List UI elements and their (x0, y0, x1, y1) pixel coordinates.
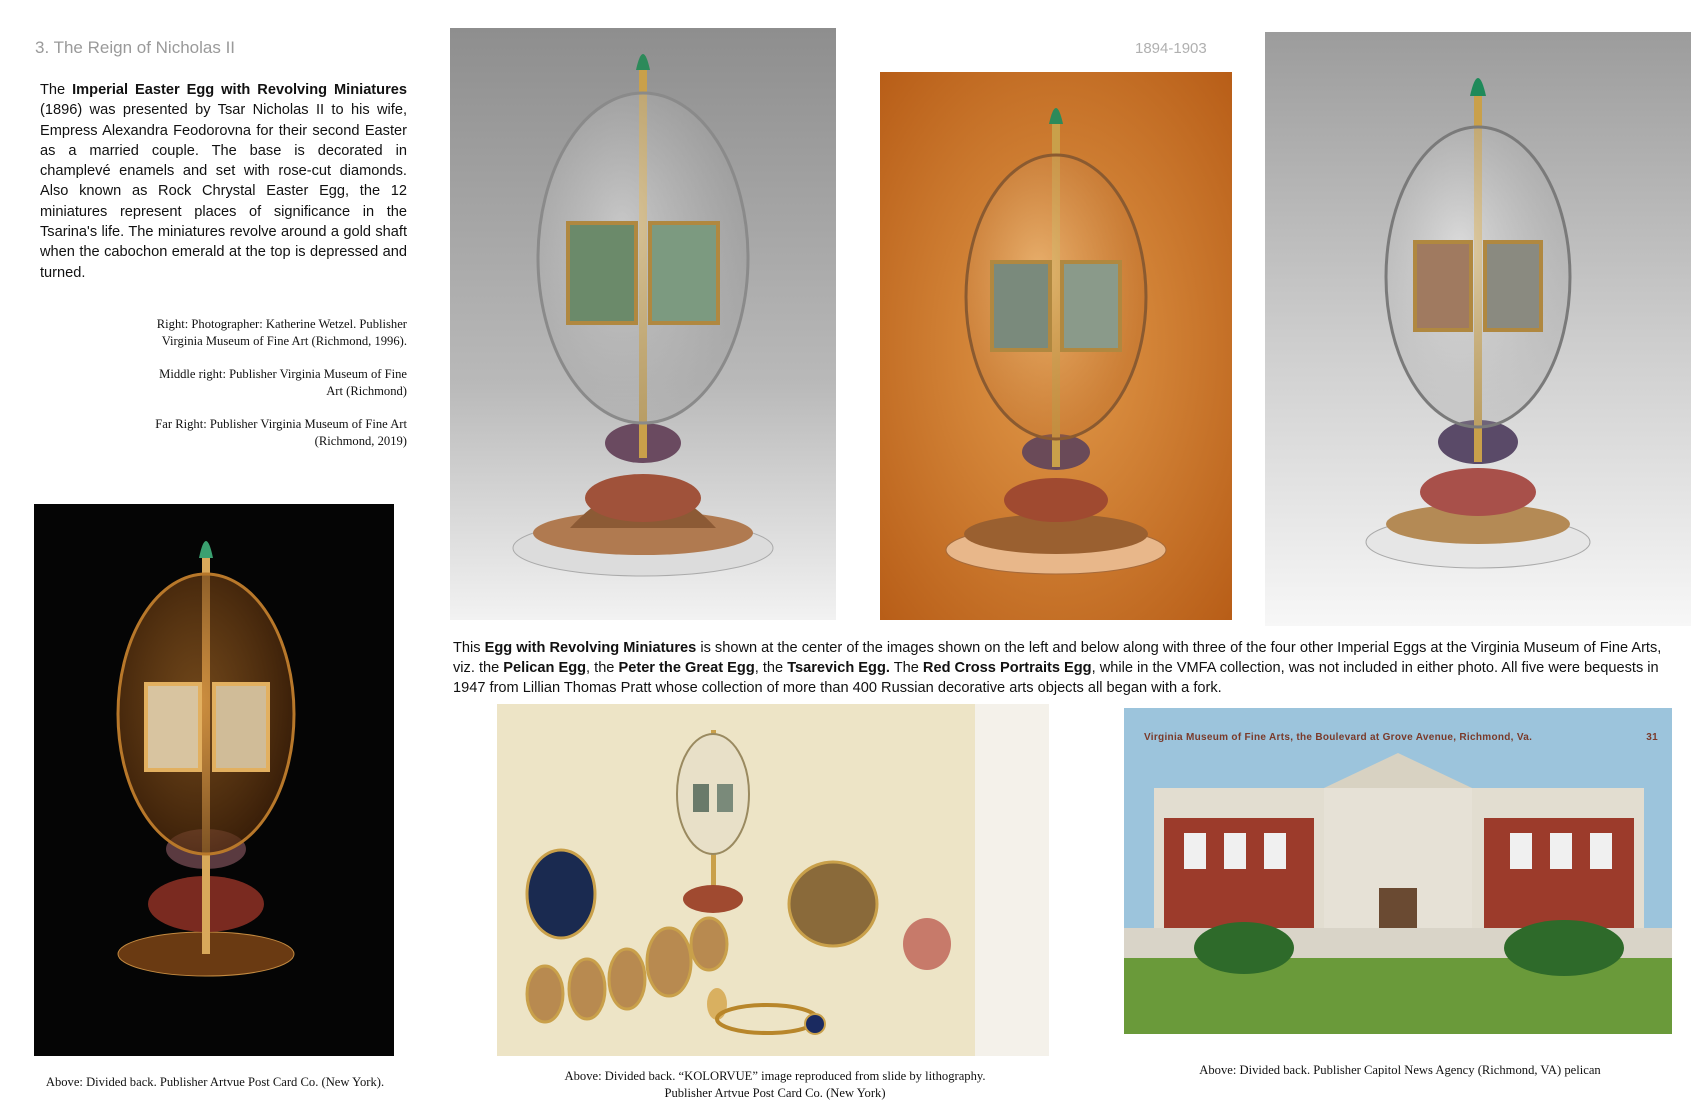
photo-credits (150, 316, 407, 466)
postcard-eggs-collection (497, 704, 1049, 1056)
cc-b5: Red Cross Portraits Egg (923, 660, 1092, 676)
egg-photo-grey (450, 28, 836, 620)
caption-left: Above: Divided back. Publisher Artvue Post Card Co. (New York). (0, 1074, 430, 1091)
postcard-vmfa-building (1124, 708, 1672, 1034)
cc-t3: , the (586, 660, 618, 676)
egg-photo-light (1265, 32, 1691, 626)
egg-illustration-orange (880, 72, 1232, 620)
postcard-black-egg (34, 504, 394, 1056)
cc-t6: , while in the VMFA collection, was not included in either photo. All five were bequests in 1947 from Lillian Thomas Pratt whose collection of more than 400 Russian decorative arts objects all began with a fork. (453, 660, 1659, 696)
egg-illustration-black (34, 504, 394, 1056)
intro-text-1: The (40, 82, 72, 98)
caption-middle (470, 1068, 1080, 1101)
caption-middle-line2: Publisher Artvue Post Card Co. (New York) (470, 1085, 1080, 1101)
center-caption (453, 638, 1663, 698)
section-title: 3. The Reign of Nicholas II (35, 38, 235, 58)
eggs-collection-illustration (497, 704, 1049, 1056)
cc-b4: Tsarevich Egg. (787, 660, 890, 676)
caption-middle-line1: Above: Divided back. “KOLORVUE” image reproduced from slide by lithography. (470, 1068, 1080, 1085)
egg-title: Imperial Easter Egg with Revolving Miniatures (72, 82, 407, 98)
cc-t5: The (890, 660, 923, 676)
egg-photo-orange (880, 72, 1232, 620)
caption-right: Above: Divided back. Publisher Capitol News Agency (Richmond, VA) pelican (1150, 1062, 1650, 1079)
postcard-number: 31 (1646, 732, 1658, 743)
cc-b1: Egg with Revolving Miniatures (485, 640, 697, 656)
cc-t1: This (453, 640, 485, 656)
cc-b3: Peter the Great Egg (618, 660, 754, 676)
credit-far-right: Far Right: Publisher Virginia Museum of Fine Art (Richmond, 2019) (150, 416, 407, 449)
postcard-header: Virginia Museum of Fine Arts, the Boulevard at Grove Avenue, Richmond, Va. (1144, 732, 1532, 743)
credit-middle-right: Middle right: Publisher Virginia Museum of Fine Art (Richmond) (150, 366, 407, 399)
cc-t2: is shown at the center of the images shown on the left and below along with three of the four other Imperial Eggs at the Virginia Museum of Fine Arts, viz. the (453, 640, 1661, 676)
credit-right: Right: Photographer: Katherine Wetzel. Publisher Virginia Museum of Fine Art (Richmond, 1996). (150, 316, 407, 349)
cc-t4: , the (755, 660, 787, 676)
date-range: 1894-1903 (1135, 40, 1207, 57)
egg-illustration-grey (450, 28, 836, 620)
intro-text-2: (1896) was presented by Tsar Nicholas II to his wife, Empress Alexandra Feodorovna for their second Easter as a married couple. The base is decorated in champlevé enamels and set with rose-cut diamonds. Also known as Rock Chrystal Easter Egg, the 12 miniatures represent places of significance in the Tsarina's life. The miniatures revolve around a gold shaft when the cabochon emerald at the top is depressed and turned. (40, 102, 407, 280)
cc-b2: Pelican Egg (503, 660, 586, 676)
intro-paragraph (40, 80, 407, 283)
egg-illustration-light (1265, 32, 1691, 626)
vmfa-building-illustration (1124, 708, 1672, 1034)
